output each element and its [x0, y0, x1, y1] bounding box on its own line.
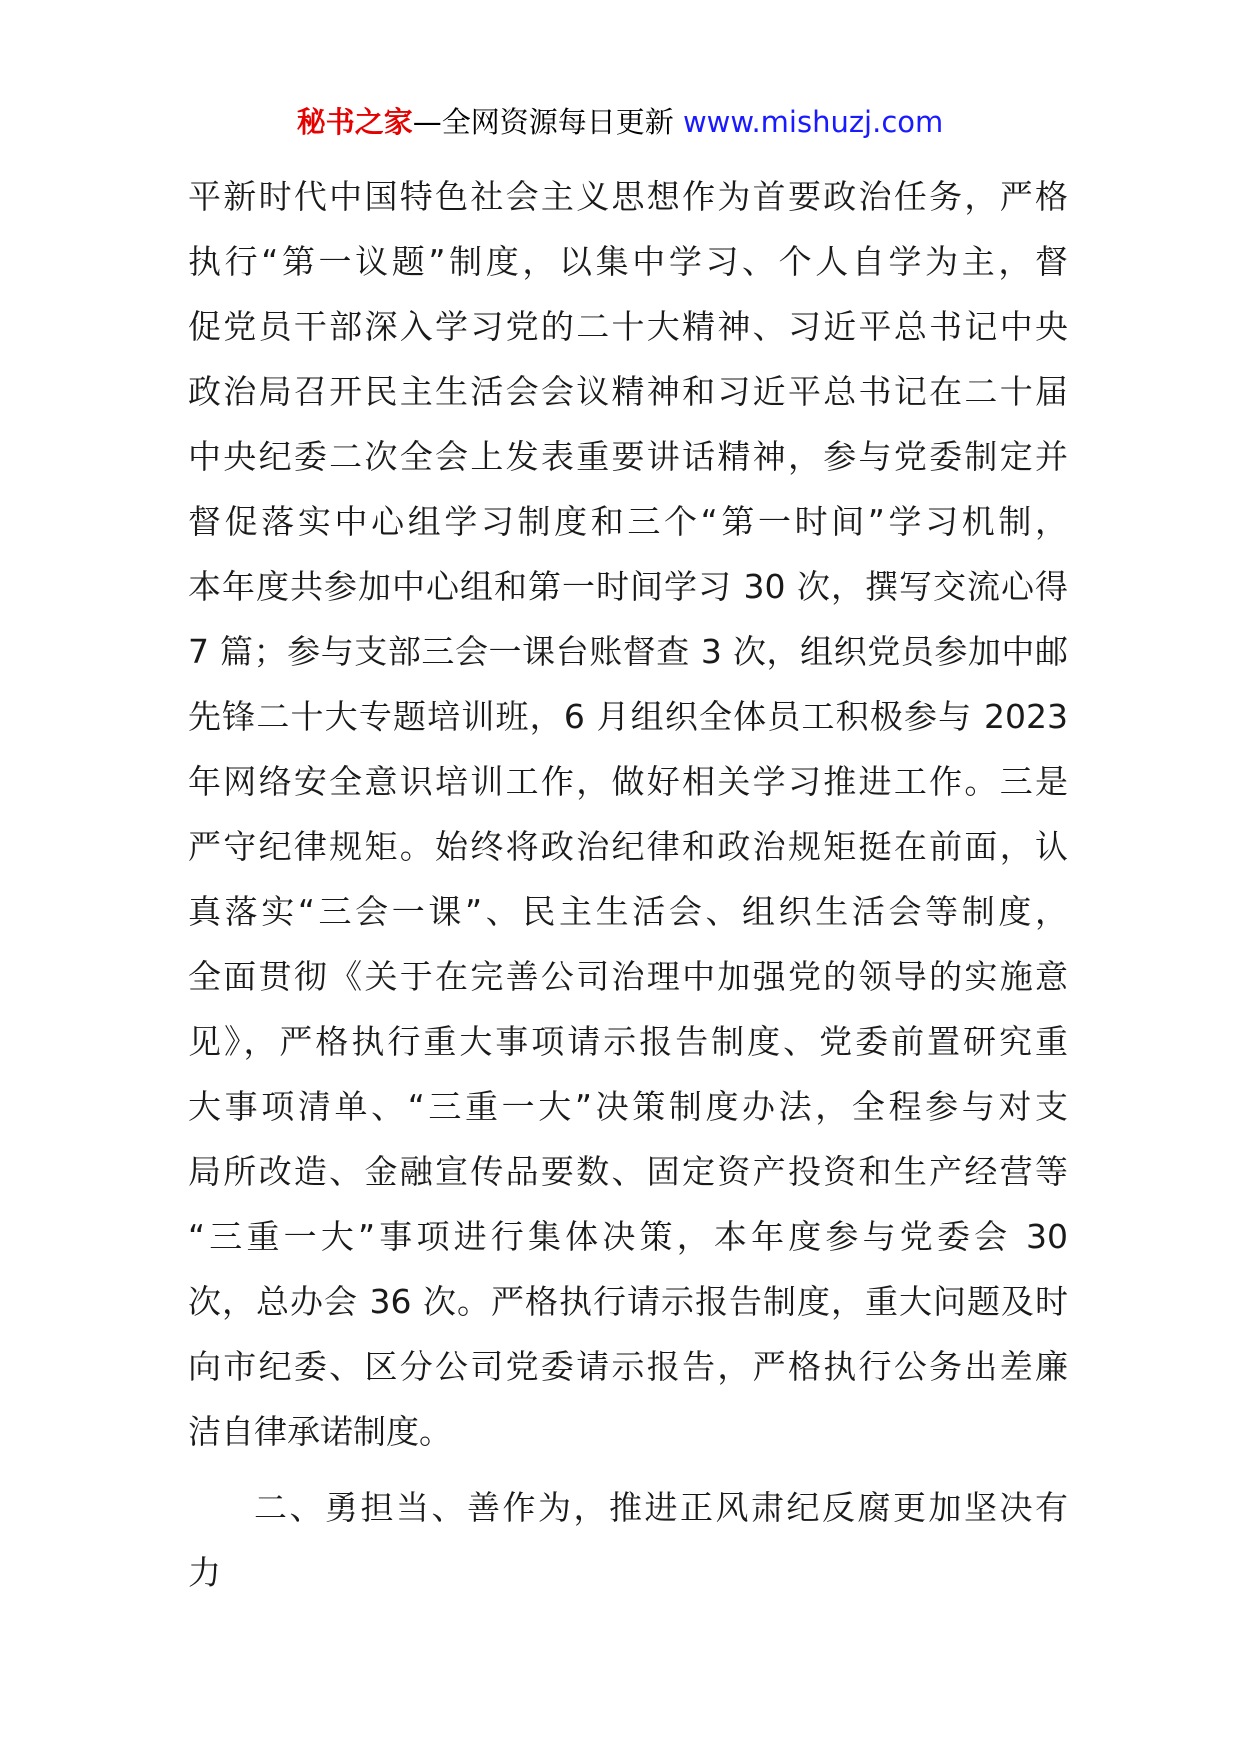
page-header [0, 100, 1240, 144]
text-line: 局所改造、金融宣传品要数、固定资产投资和生产经营等 [188, 1152, 1068, 1191]
text-line: 年网络安全意识培训工作，做好相关学习推进工作。三是 [188, 762, 1068, 801]
section-heading-line: 力 [188, 1553, 221, 1592]
text-line: 7 篇；参与支部三会一课台账督查 3 次，组织党员参加中邮 [188, 632, 1068, 671]
text-line: 督促落实中心组学习制度和三个“第一时间”学习机制， [188, 502, 1068, 541]
text-line: 向市纪委、区分公司党委请示报告，严格执行公务出差廉 [188, 1347, 1068, 1386]
text-line: 严守纪律规矩。始终将政治纪律和政治规矩挺在前面，认 [188, 827, 1068, 866]
text-line: 见》，严格执行重大事项请示报告制度、党委前置研究重 [188, 1022, 1068, 1061]
text-line: 先锋二十大专题培训班，6 月组织全体员工积极参与 2023 [188, 697, 1068, 736]
text-line: 平新时代中国特色社会主义思想作为首要政治任务，严格 [188, 177, 1068, 216]
section-heading-line: 二、勇担当、善作为，推进正风肃纪反腐更加坚决有 [254, 1488, 1068, 1527]
section-heading [188, 1475, 1068, 1605]
text-line: 本年度共参加中心组和第一时间学习 30 次，撰写交流心得 [188, 567, 1068, 606]
website-link[interactable]: www.mishuzj.com [682, 105, 944, 139]
text-line: 执行“第一议题”制度，以集中学习、个人自学为主，督 [188, 242, 1068, 281]
text-line: 政治局召开民主生活会会议精神和习近平总书记在二十届 [188, 372, 1068, 411]
text-line: 促党员干部深入学习党的二十大精神、习近平总书记中央 [188, 307, 1068, 346]
text-line: 全面贯彻《关于在完善公司治理中加强党的领导的实施意 [188, 957, 1068, 996]
text-line: 洁自律承诺制度。 [188, 1412, 452, 1451]
header-slogan: —全网资源每日更新 [412, 105, 683, 139]
text-line: “三重一大”事项进行集体决策，本年度参与党委会 30 [188, 1217, 1068, 1256]
text-line: 中央纪委二次全会上发表重要讲话精神，参与党委制定并 [188, 437, 1068, 476]
text-line: 大事项清单、“三重一大”决策制度办法，全程参与对支 [188, 1087, 1068, 1126]
text-line: 次，总办会 36 次。严格执行请示报告制度，重大问题及时 [188, 1282, 1068, 1321]
brand-name: 秘书之家 [296, 105, 413, 139]
text-line: 真落实“三会一课”、民主生活会、组织生活会等制度， [188, 892, 1068, 931]
body-paragraph [188, 164, 1068, 1464]
